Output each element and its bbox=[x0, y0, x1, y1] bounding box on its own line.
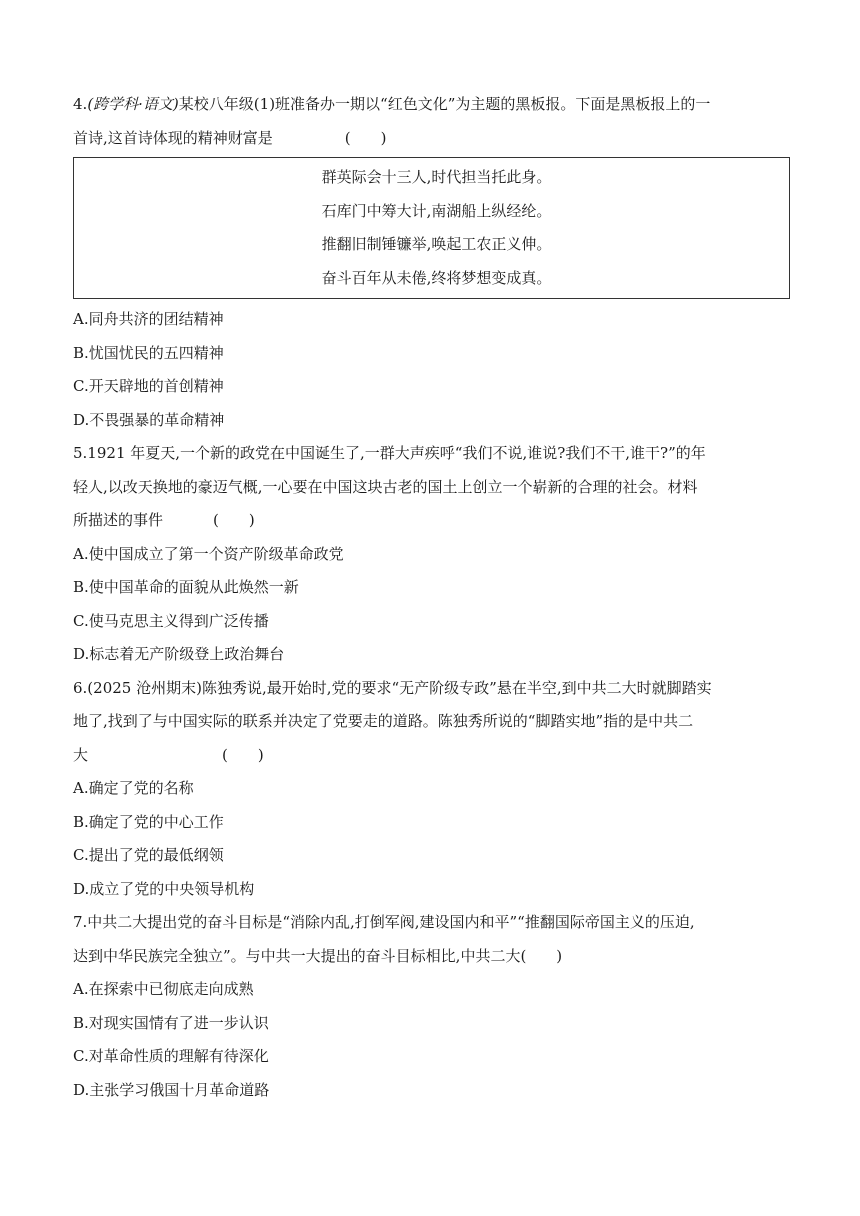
option-c[interactable]: C.开天辟地的首创精神 bbox=[73, 377, 224, 395]
answer-bracket[interactable]: ( ) bbox=[222, 745, 264, 764]
question-text: 某校八年级(1)班准备办一期以“红色文化”为主题的黑板报。下面是黑板报上的一 bbox=[178, 95, 711, 113]
option-d[interactable]: D.主张学习俄国十月革命道路 bbox=[73, 1080, 270, 1099]
question-text: 地了,找到了与中国实际的联系并决定了党要走的道路。陈独秀所说的“脚踏实地”指的是中共二 bbox=[73, 712, 694, 730]
question-4 bbox=[73, 88, 790, 437]
answer-bracket[interactable]: ( ) bbox=[520, 946, 563, 965]
option-b[interactable]: B.对现实国情有了进一步认识 bbox=[73, 1013, 269, 1032]
option-a[interactable]: A.确定了党的名称 bbox=[73, 779, 194, 797]
question-6-stem bbox=[73, 672, 790, 773]
option-a[interactable]: A.同舟共济的团结精神 bbox=[73, 310, 224, 328]
option-a[interactable]: A.在探索中已彻底走向成熟 bbox=[73, 980, 254, 998]
option-d[interactable]: D.成立了党的中央领导机构 bbox=[73, 879, 255, 898]
poem-line: 群英际会十三人,时代担当托此身。 bbox=[321, 168, 552, 186]
question-text: 所描述的事件 bbox=[73, 511, 164, 529]
option-b[interactable]: B.使中国革命的面貌从此焕然一新 bbox=[73, 578, 299, 596]
option-d[interactable]: D.不畏强暴的革命精神 bbox=[73, 410, 225, 429]
question-text: 6.(2025 沧州期末)陈独秀说,最开始时,党的要求“无产阶级专政”悬在半空,到中共二大时就脚踏实 bbox=[73, 678, 712, 697]
question-tag: (跨学科·语文) bbox=[87, 95, 179, 113]
poem-line: 推翻旧制锤镰举,唤起工农正义伸。 bbox=[321, 235, 552, 253]
poem-line: 奋斗百年从未倦,终将梦想变成真。 bbox=[321, 268, 552, 287]
question-text: 5.1921 年夏天,一个新的政党在中国诞生了,一群大声疾呼“我们不说,谁说?我们不干,谁干?”的年 bbox=[73, 444, 706, 462]
option-d[interactable]: D.标志着无产阶级登上政治舞台 bbox=[73, 645, 285, 663]
option-b[interactable]: B.忧国忧民的五四精神 bbox=[73, 343, 224, 362]
question-text: 轻人,以改天换地的豪迈气概,一心要在中国这块古老的国土上创立一个崭新的合理的社会。材料 bbox=[73, 477, 698, 496]
option-c[interactable]: C.提出了党的最低纲领 bbox=[73, 846, 224, 864]
answer-bracket[interactable]: ( ) bbox=[213, 511, 255, 529]
question-7 bbox=[73, 906, 790, 1107]
option-c[interactable]: C.对革命性质的理解有待深化 bbox=[73, 1047, 269, 1065]
question-7-stem bbox=[73, 906, 790, 973]
question-text: 达到中华民族完全独立”。与中共一大提出的奋斗目标相比,中共二大 bbox=[73, 946, 521, 965]
question-text: 首诗,这首诗体现的精神财富是 bbox=[73, 128, 273, 147]
question-text: 7.中共二大提出党的奋斗目标是“消除内乱,打倒军阀,建设国内和平”“推翻国际帝国主义的压迫, bbox=[73, 913, 695, 931]
option-a[interactable]: A.使中国成立了第一个资产阶级革命政党 bbox=[73, 544, 344, 563]
answer-bracket[interactable]: ( ) bbox=[344, 128, 387, 147]
question-number: 4. bbox=[73, 95, 88, 113]
poem-line: 石库门中筹大计,南湖船上纵经纶。 bbox=[321, 201, 552, 220]
question-6 bbox=[73, 672, 790, 907]
question-5 bbox=[73, 437, 790, 672]
poem-box bbox=[73, 157, 790, 299]
option-c[interactable]: C.使马克思主义得到广泛传播 bbox=[73, 611, 269, 630]
question-4-stem bbox=[73, 88, 790, 155]
option-b[interactable]: B.确定了党的中心工作 bbox=[73, 812, 224, 831]
question-5-stem bbox=[73, 437, 790, 538]
worksheet-page bbox=[73, 88, 790, 1107]
question-text: 大 bbox=[73, 745, 89, 764]
